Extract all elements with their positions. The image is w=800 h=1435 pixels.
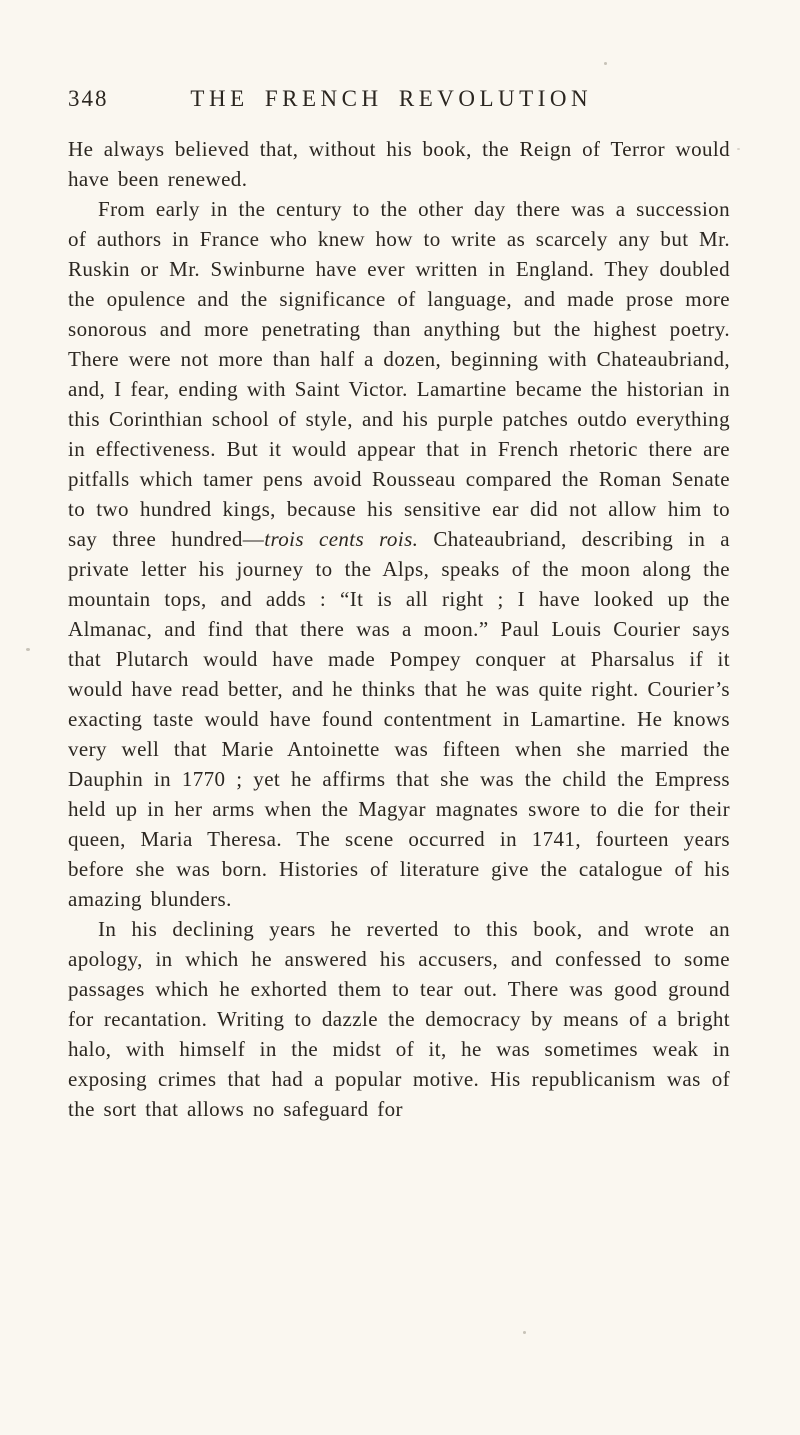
scan-speck — [523, 1331, 526, 1334]
paragraph-text: Chateaubriand, describing in a private letter his journey to the Alps, speaks of the moon along the mountain tops, and adds : “It is all right ; I have looked up the Almanac, and find that there was a moon.” Paul Louis Courier says that Plutarch would have made Pompey conquer at Pharsalus if it would have read better, and he thinks that he was quite right. Courier’s exacting taste would have found contentment in Lamartine. He knows very well that Marie Antoinette was fifteen when she married the Dauphin in 1770 ; yet he affirms that she was the child the Empress held up in her arms when the Magyar magnates swore to die for their queen, Maria Theresa. The scene occurred in 1741, fourteen years before she was born. Histories of literature give the catalogue of his amazing blunders. — [68, 527, 730, 911]
paragraph-continuation: He always believed that, without his book, the Reign of Terror would have been renewed. — [68, 137, 730, 191]
scan-speck — [26, 648, 30, 651]
book-page — [68, 86, 730, 1124]
scan-speck — [604, 62, 607, 65]
paragraph: In his declining years he reverted to this book, and wrote an apology, in which he answered his accusers, and confessed to some passages which he exhorted them to tear out. There was good ground for recantation. Writing to dazzle the democracy by means of a bright halo, with himself in the midst of it, he was sometimes weak in exposing crimes that had a popular motive. His republicanism was of the sort that allows no safeguard for — [68, 917, 730, 1121]
paragraph — [68, 194, 730, 914]
page-body — [68, 134, 730, 1124]
page-header — [68, 86, 730, 112]
paragraph-text: From early in the century to the other day there was a succession of authors in France who knew how to write as scarcely any but Mr. Ruskin or Mr. Swinburne have ever written in England. They doubled the opulence and the significance of language, and made prose more sonorous and more penetrating than anything but the highest poetry. There were not more than half a dozen, beginning with Chateaubriand, and, I fear, ending with Saint Victor. Lamartine became the historian in this Corinthian school of style, and his purple patches outdo everything in effectiveness. But it would appear that in French rhetoric there are pitfalls which tamer pens avoid Rousseau compared the Roman Senate to two hundred kings, because his sensitive ear did not allow him to say three hundred— — [68, 197, 730, 551]
page-number: 348 — [68, 86, 109, 111]
italic-phrase: trois cents rois. — [264, 527, 419, 551]
scan-speck — [737, 148, 740, 150]
running-title: THE FRENCH REVOLUTION — [190, 86, 593, 111]
